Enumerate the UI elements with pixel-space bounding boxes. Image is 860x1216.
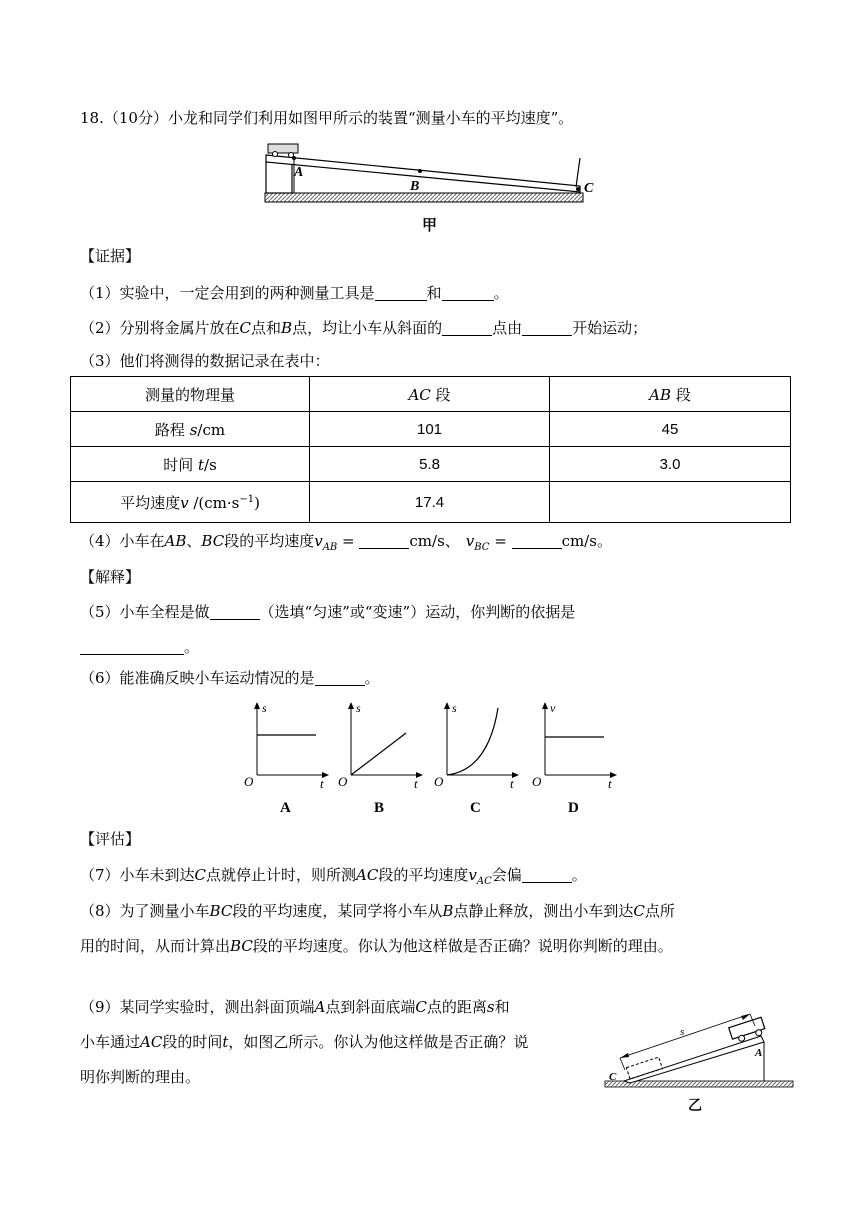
graph-option-a[interactable]: [244, 701, 329, 816]
question-2: （2）分别将金属片放在C点和B点，均让小车从斜面的 点由 开始运动；: [80, 319, 648, 337]
cell-time-ac: 5.8: [310, 447, 550, 482]
cell-distance-ac: 101: [310, 412, 550, 447]
svg-text:s: s: [452, 701, 457, 715]
svg-text:O: O: [338, 774, 348, 789]
label-c: C: [609, 1071, 617, 1083]
answer-blank[interactable]: [442, 284, 494, 301]
table-row: [71, 412, 791, 447]
table-header-row: [71, 377, 791, 412]
svg-text:O: O: [244, 774, 254, 789]
row-label-speed: 平均速度v $/(cm\cdot s^{-1})$: [71, 482, 310, 523]
cell-time-ab: 3.0: [550, 447, 791, 482]
svg-text:s: s: [262, 701, 267, 715]
question-5-cont: 。: [80, 636, 199, 658]
figure-jia-incline: [258, 140, 608, 240]
question-8-cont: 用的时间，从而计算出BC段的平均速度。你认为他这样做是否正确？说明你判断的理由。: [80, 937, 673, 955]
svg-text:t: t: [608, 776, 612, 791]
label-c: C: [584, 181, 594, 196]
svg-text:D: D: [568, 800, 579, 816]
svg-text:O: O: [434, 774, 444, 789]
label-s: s: [680, 1026, 685, 1038]
section-explain: 【解释】: [80, 568, 141, 586]
data-table: [70, 376, 791, 523]
section-assess: 【评估】: [80, 830, 141, 848]
answer-blank[interactable]: [80, 638, 184, 655]
header-quantity: 测量的物理量: [71, 377, 310, 412]
answer-blank[interactable]: [315, 669, 365, 686]
svg-text:v: v: [550, 701, 556, 715]
question-8: （8）为了测量小车BC段的平均速度，某同学将小车从B点静止释放，测出小车到达C点所: [80, 902, 675, 920]
svg-text:t: t: [510, 776, 514, 791]
answer-blank[interactable]: [375, 284, 427, 301]
graph-option-b[interactable]: [338, 701, 423, 816]
svg-text:A: A: [280, 800, 291, 816]
label-b: B: [410, 179, 420, 194]
section-evidence: 【证据】: [80, 247, 141, 265]
question-9-cont2: 明你判断的理由。: [80, 1068, 201, 1086]
answer-blank[interactable]: [512, 532, 562, 549]
row-label-time: 时间 t/s: [71, 447, 310, 482]
svg-text:t: t: [414, 776, 418, 791]
answer-blank[interactable]: [442, 319, 492, 336]
svg-text:s: s: [356, 701, 361, 715]
question-title: 18.（10分）小龙和同学们利用如图甲所示的装置“测量小车的平均速度”。: [80, 109, 574, 127]
answer-blank[interactable]: [522, 866, 572, 883]
question-4: （4）小车在AB、BC段的平均速度$v_{AB} = cm/s$、 $v_{BC} = cm/s$。: [80, 532, 612, 553]
graph-options: [240, 700, 620, 825]
svg-text:B: B: [374, 800, 385, 816]
svg-text:O: O: [532, 774, 542, 789]
label-a: A: [294, 165, 304, 180]
table-row: [71, 482, 791, 523]
question-5: （5）小车全程是做 （选填“匀速”或“变速”）运动，你判断的依据是: [80, 603, 576, 621]
svg-text:C: C: [470, 800, 481, 816]
answer-blank[interactable]: [522, 319, 572, 336]
question-3: （3）他们将测得的数据记录在表中：: [80, 352, 330, 370]
row-label-distance: 路程 s/cm: [71, 412, 310, 447]
graph-option-d[interactable]: [532, 701, 617, 816]
question-6: （6）能准确反映小车运动情况的是 。: [80, 669, 380, 687]
caption-jia: 甲: [422, 218, 438, 234]
caption-yi: 乙: [688, 1099, 702, 1114]
question-7: （7）小车未到达C点就停止计时，则所测AC段的平均速度$v_{AC}$会偏 。: [80, 866, 587, 887]
cell-distance-ab: 45: [550, 412, 791, 447]
figure-yi-incline: [600, 990, 795, 1120]
header-ac: AC 段: [310, 377, 550, 412]
answer-blank[interactable]: [210, 603, 260, 620]
question-9-cont: 小车通过AC段的时间t，如图乙所示。你认为他这样做是否正确？说: [80, 1033, 529, 1051]
graph-option-c[interactable]: [434, 701, 519, 816]
cell-speed-ac: 17.4: [310, 482, 550, 523]
table-row: [71, 447, 791, 482]
label-a: A: [755, 1047, 763, 1059]
header-ab: AB 段: [550, 377, 791, 412]
question-9: （9）某同学实验时，测出斜面顶端A点到斜面底端C点的距离s和: [80, 998, 510, 1016]
answer-blank[interactable]: [359, 532, 409, 549]
cell-speed-ab[interactable]: [550, 482, 791, 523]
svg-text:t: t: [320, 776, 324, 791]
question-1: （1）实验中，一定会用到的两种测量工具是 和 。: [80, 284, 509, 302]
